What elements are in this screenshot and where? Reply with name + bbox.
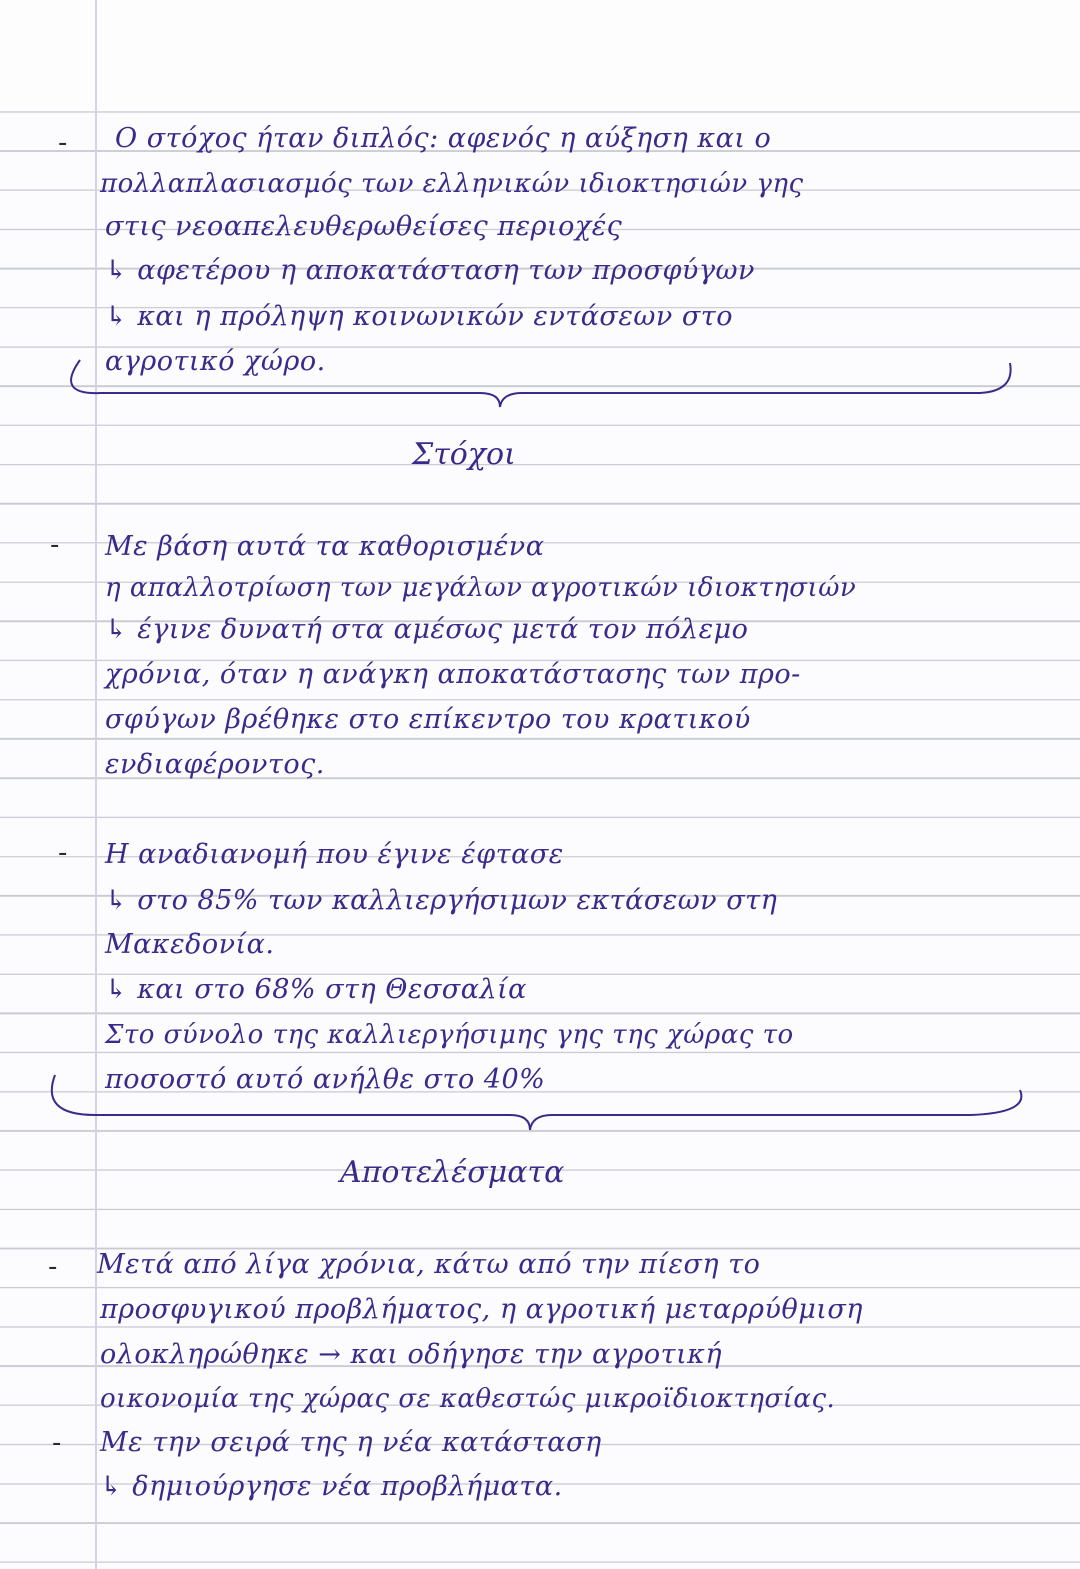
page-top-margin — [0, 0, 1080, 110]
goals-heading: Στόχοι — [412, 437, 516, 472]
note-line: σφύγων βρέθηκε στο επίκεντρο του κρατικού — [105, 704, 751, 735]
note-line: Ο στόχος ήταν διπλός: αφενός η αύξηση και ο — [115, 123, 772, 154]
note-line: ↳ και στο 68% στη Θεσσαλία — [105, 974, 527, 1005]
bullet-dash: - — [58, 128, 68, 158]
note-line: Μετά από λίγα χρόνια, κάτω από την πίεση το — [97, 1249, 761, 1280]
note-line: ↳ αφετέρου η αποκατάσταση των προσφύγων — [105, 255, 755, 286]
bullet-dash: - — [48, 1252, 58, 1282]
note-line: ολοκληρώθηκε → και οδήγησε την αγροτική — [100, 1339, 723, 1370]
note-line: χρόνια, όταν η ανάγκη αποκατάστασης των προ- — [105, 659, 801, 690]
note-line: Η αναδιανομή που έγινε έφτασε — [105, 839, 564, 870]
note-line: προσφυγικού προβλήματος, η αγροτική μεταρρύθμιση — [100, 1294, 863, 1325]
note-line: οικονομία της χώρας σε καθεστώς μικροϊδιοκτησίας. — [100, 1384, 836, 1414]
note-line: η απαλλοτρίωση των μεγάλων αγροτικών ιδιοκτησιών — [105, 573, 857, 603]
note-line: ενδιαφέροντος. — [105, 749, 325, 780]
margin-line — [95, 0, 97, 1569]
note-line: Με την σειρά της η νέα κατάσταση — [100, 1427, 602, 1458]
note-line: πολλαπλασιασμός των ελληνικών ιδιοκτησιών γης — [100, 169, 804, 199]
note-line: αγροτικό χώρο. — [105, 346, 326, 377]
note-line: ↳ έγινε δυνατή στα αμέσως μετά τον πόλεμο — [105, 614, 749, 645]
note-line: ↳ και η πρόληψη κοινωνικών εντάσεων στο — [105, 301, 733, 332]
note-line: ποσοστό αυτό ανήλθε στο 40% — [105, 1064, 546, 1095]
note-line: ↳ στο 85% των καλλιεργήσιμων εκτάσεων στη — [105, 885, 778, 916]
bullet-dash: - — [58, 838, 68, 868]
bullet-dash: - — [52, 1428, 62, 1458]
note-line: ↳ δημιούργησε νέα προβλήματα. — [100, 1471, 563, 1502]
bullet-dash: - — [50, 530, 60, 560]
curly-brace-results — [40, 1070, 1040, 1140]
curly-brace-goals — [40, 355, 1030, 415]
note-line: Με βάση αυτά τα καθορισμένα — [105, 531, 545, 562]
note-line: στις νεοαπελευθερωθείσες περιοχές — [105, 211, 623, 242]
note-line: Στο σύνολο της καλλιεργήσιμης γης της χώρας το — [105, 1020, 794, 1050]
note-line: Μακεδονία. — [105, 929, 275, 960]
results-heading: Αποτελέσματα — [340, 1155, 565, 1190]
